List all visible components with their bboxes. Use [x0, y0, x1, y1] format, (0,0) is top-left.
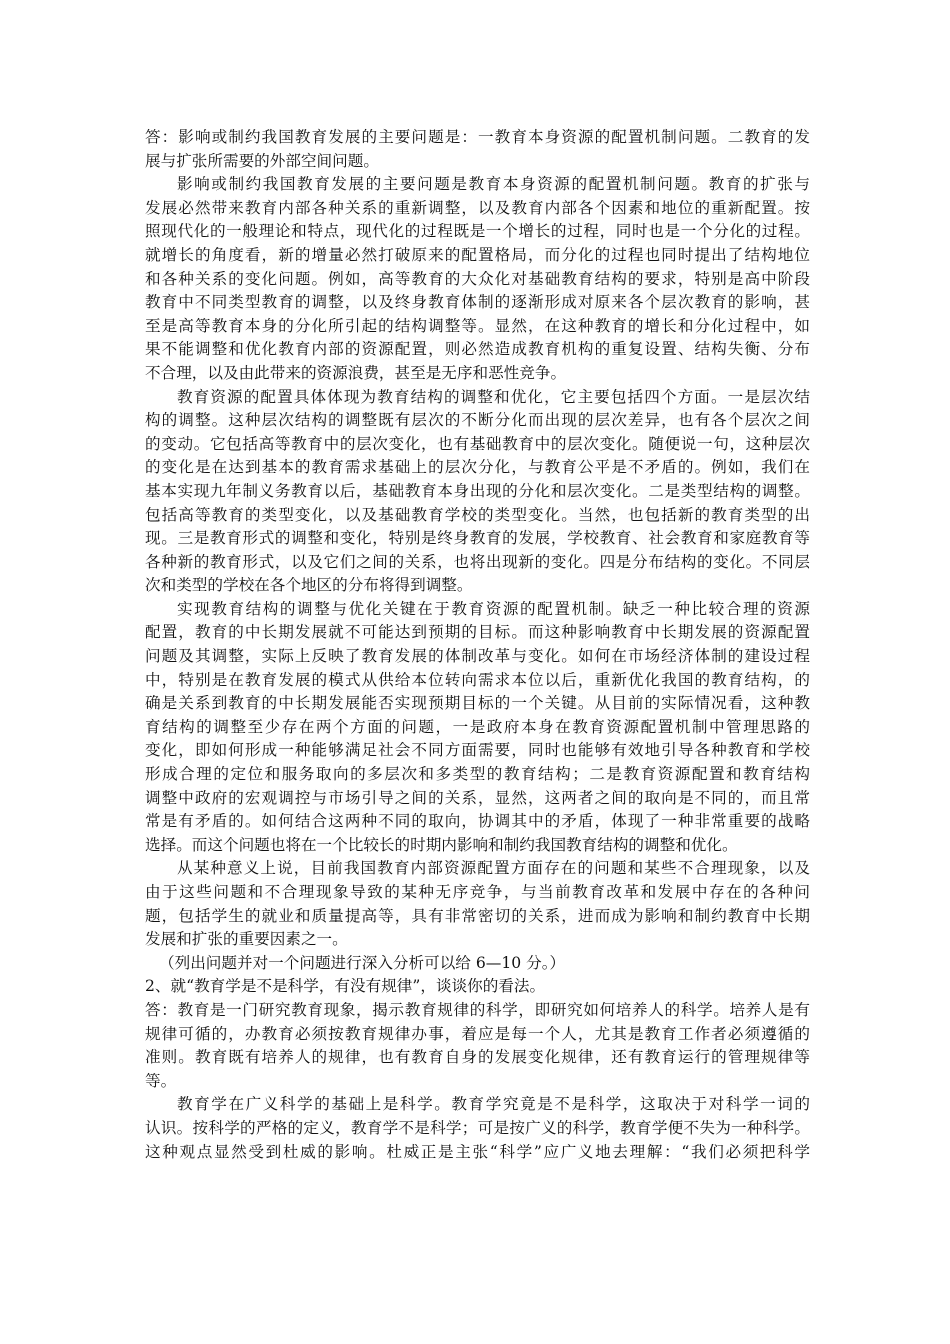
text-line: 由于这些问题和不合理现象导致的某种无序竞争，与当前教育改革和发展中存在的各种问 — [145, 883, 810, 901]
text-line: 准则。教育既有培养人的规律，也有教育自身的发展变化规律，还有教育运行的管理规律等 — [145, 1048, 810, 1067]
text-line: 答：影响或制约我国教育发展的主要问题是：一教育本身资源的配置机制问题。二教育的发 — [145, 128, 810, 146]
text-line: 规律可循的，办教育必须按教育规律办事，着应是每一个人，尤其是教育工作者必须遵循的 — [145, 1024, 810, 1043]
text-line: 构的调整。这种层次结构的调整既有层次的不断分化而出现的层次差异，也有各个层次之间 — [145, 411, 810, 430]
text-line: 育结构的调整至少存在两个方面的问题，一是政府本身在教育资源配置机制中管理思路的 — [145, 717, 810, 736]
text-line: 不合理，以及由此带来的资源浪费，甚至是无序和恶性竞争。 — [145, 363, 567, 382]
text-line: 中，特别是在教育发展的模式从供给本位转向需求本位以后，重新优化我国的教育结构，的 — [145, 670, 810, 689]
text-line: 配置，教育的中长期发展就不可能达到预期的目标。而这种影响教育中长期发展的资源配置 — [145, 623, 810, 642]
text-line: 确是关系到教育的中长期发展能否实现预期目标的一个关键。从目前的实际情况看，这种教 — [145, 694, 810, 713]
text-line: 这种观点显然受到杜威的影响。杜威正是主张“科学”应广义地去理解：“我们必须把科学 — [145, 1142, 810, 1161]
text-line: 的变化是在达到基本的教育需求基础上的层次分化，与教育公平是不矛盾的。例如，我们在 — [145, 458, 810, 477]
text-line: 等。 — [145, 1071, 177, 1090]
text-line: 包括高等教育的类型变化，以及基础教育学校的类型变化。当然，也包括新的教育类型的出 — [145, 505, 810, 524]
text-line: （列出问题并对一个问题进行深入分析可以给 6—10 分。） — [159, 953, 566, 972]
text-line: 照现代化的一般理论和特点，现代化的过程既是一个增长的过程，同时也是一个分化的过程。 — [145, 222, 810, 241]
document-page — [145, 126, 810, 1164]
text-line: 果不能调整和优化教育内部的资源配置，则必然造成教育机构的重复设置、结构失衡、分布 — [145, 340, 810, 359]
text-line: 教育学在广义科学的基础上是科学。教育学究竟是不是科学，这取决于对科学一词的 — [177, 1095, 810, 1114]
text-line: 认识。按科学的严格的定义，教育学不是科学；可是按广义的科学，教育学便不失为一种科学。 — [145, 1118, 810, 1137]
text-line: 教育资源的配置具体体现为教育结构的调整和优化，它主要包括四个方面。一是层次结 — [177, 387, 810, 406]
text-line: 影响或制约我国教育发展的主要问题是教育本身资源的配置机制问题。教育的扩张与 — [177, 175, 810, 194]
text-line: 实现教育结构的调整与优化关键在于教育资源的配置机制。缺乏一种比较合理的资源 — [177, 599, 810, 618]
text-line: 和各种关系的变化问题。例如，高等教育的大众化对基础教育结构的要求，特别是高中阶段 — [145, 269, 810, 288]
text-line: 基本实现九年制义务教育以后，基础教育本身出现的分化和层次变化。二是类型结构的调整。 — [145, 481, 810, 500]
text-line: 答：教育是一门研究教育现象，揭示教育规律的科学，即研究如何培养人的科学。培养人是有 — [145, 1000, 810, 1019]
text-line: 调整中政府的宏观调控与市场引导之间的关系，显然，这两者之间的取向是不同的，而且常 — [145, 788, 810, 807]
text-line: 选择。而这个问题也将在一个比较长的时期内影响和制约我国教育结构的调整和优化。 — [145, 835, 738, 854]
text-line: 各种新的教育形式，以及它们之间的关系，也将出现新的变化。四是分布结构的变化。不同层 — [145, 552, 810, 571]
text-line: 题，包括学生的就业和质量提高等，具有非常密切的关系，进而成为影响和制约教育中长期 — [145, 906, 810, 925]
text-line: 问题及其调整，实际上反映了教育发展的体制改革与变化。如何在市场经济体制的建设过程 — [145, 647, 810, 666]
text-line: 发展和扩张的重要因素之一。 — [145, 930, 348, 949]
text-line: 2、就“教育学是不是科学，有没有规律”，谈谈你的看法。 — [145, 977, 546, 996]
text-line: 的变动。它包括高等教育中的层次变化，也有基础教育中的层次变化。随便说一句，这种层次 — [145, 434, 810, 453]
text-line: 发展必然带来教育内部各种关系的重新调整，以及教育内部各个因素和地位的重新配置。按 — [145, 198, 810, 217]
text-line: 次和类型的学校在各个地区的分布将得到调整。 — [145, 576, 473, 595]
text-line: 展与扩张所需要的外部空间问题。 — [145, 151, 379, 170]
text-line: 常是有矛盾的。如何结合这两种不同的取向，协调其中的矛盾，体现了一种非常重要的战略 — [145, 812, 810, 831]
text-line: 从某种意义上说，目前我国教育内部资源配置方面存在的问题和某些不合理现象，以及 — [177, 859, 810, 878]
text-line: 就增长的角度看，新的增量必然打破原来的配置格局，而分化的过程也同时提出了结构地位 — [145, 245, 810, 264]
text-line: 教育中不同类型教育的调整，以及终身教育体制的逐渐形成对原来各个层次教育的影响，甚 — [145, 293, 810, 312]
text-line: 现。三是教育形式的调整和变化，特别是终身教育的发展，学校教育、社会教育和家庭教育等 — [145, 529, 810, 548]
text-line: 至是高等教育本身的分化所引起的结构调整等。显然，在这种教育的增长和分化过程中，如 — [145, 316, 810, 335]
text-line: 变化，即如何形成一种能够满足社会不同方面需要，同时也能够有效地引导各种教育和学校 — [145, 741, 810, 760]
text-line: 形成合理的定位和服务取向的多层次和多类型的教育结构；二是教育资源配置和教育结构 — [145, 765, 810, 784]
